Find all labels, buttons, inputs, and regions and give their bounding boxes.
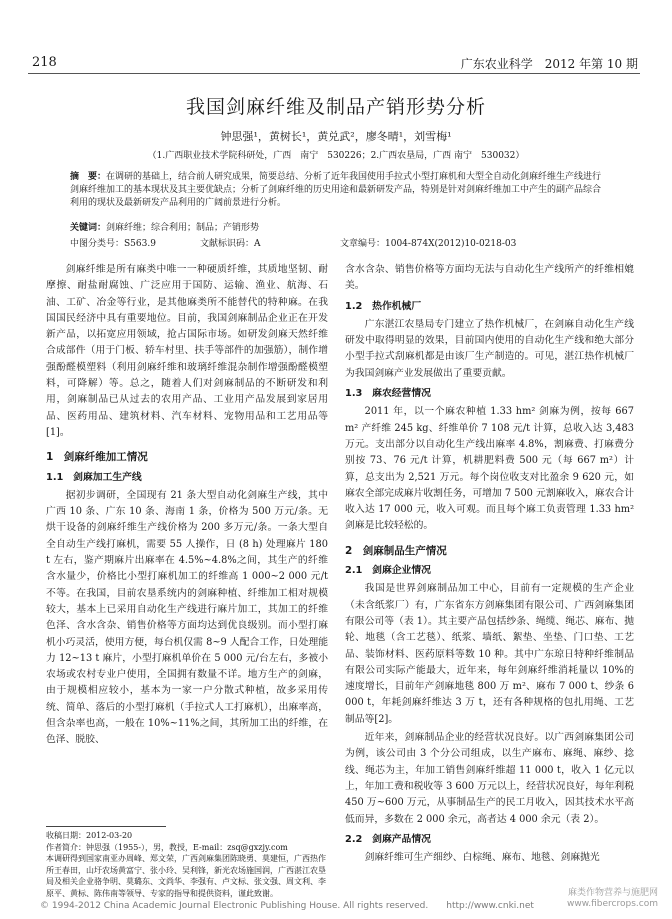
author-bio: 作者简介：钟思强（1955-），男，教授，E-mail：zsq@gxzjy.com bbox=[46, 842, 288, 852]
keywords-text: 剑麻纤维；综合利用；制品；产销形势 bbox=[106, 223, 260, 233]
paragraph-1-1: 据初步调研，全国现有 21 条大型自动化剑麻生产线，其中广西 10 条、广东 10 条、海南 1 条，价格为 500 万元/条。无烘干设备的剑麻纤维生产线价格为 200 多万元/条。一条大型自全自动生产线打麻机，需要 55 人操作，日 (8 h) 处理麻片 180 t 左右，鉴产期麻片出麻率在 4.5%~4.8%之间，其生产的纤维含水量少，价格比小型打麻机加工的纤维高 1 000~2 000 元/t 不等。在我国，目前农垦系统内的剑麻种植、纤维加工相对规模较大，基本上已采用自动化生产线进行麻片加工，其加工的纤维色泽、含水含杂、销售价格等方面均达到优良级别。而小型打麻机小巧灵活，使用方便，每台机仅需 8~9 人配合工作，日处理能力 12~13 t 麻片，小型打麻机单价在 5 000 元/台左右，多被小农场或农村专业户使用，全国拥有数量不详。地方生产的剑麻，由于规模相应较小，基本为一家一户分散式种植，故多采用传统、简单、落后的小型打麻机（手拉式人工打麻机），出麻率高，但含杂率也高，一般在 10%~11%之间，其所加工出的纤维，在色泽、脱胶、 bbox=[46, 489, 328, 746]
abstract-label: 摘 要： bbox=[70, 172, 107, 182]
abstract bbox=[70, 171, 602, 210]
section-heading-1: 1 剑麻纤维加工情况 bbox=[46, 451, 148, 464]
paragraph-2-1a: 我国是世界剑麻制品加工中心，目前有一定规模的生产企业（未含纸浆厂）有，广东省东方剑麻集团有限公司、广西剑麻集团有限公司等（表 1）。其主要产品包括纱条、绳缆、绳芯、麻布、抛轮、地毯（含工艺毯）、纸浆、墙纸、絮垫、坐垫、门口垫、工艺品、装饰材料、医药原料等数 10 种。其中广东琼日特种纤维制品有限公司实际产能最大，近年来，每年剑麻纤维消耗量以 10%的速度增长，目前年产剑麻地毯 800 万 m²、麻布 7 000 t、纱条 6 000 t，年耗剑麻纤维达 3 万 t，还有各种规格的包扎用绳、工艺制品等[2]。 bbox=[345, 583, 634, 725]
section-heading-2: 2 剑麻制品生产情况 bbox=[345, 544, 447, 557]
copyright-line: © 1994-2012 China Academic Journal Electronic Publishing House. All rights reserved. http://www.cnki.net bbox=[40, 901, 534, 911]
article-number: 文章编号：1004-874X(2012)10-0218-03 bbox=[340, 239, 517, 249]
abstract-text: 在调研的基础上，结合前人研究成果，简要总结、分析了近年我国使用手拉式小型打麻机和大型全自动化剑麻纤维生产线进行剑麻纤维加工的基本现状及其主要优缺点；分析了剑麻纤维的历史用途和最新研发产品，特别是针对剑麻纤维加工中产生的副产品综合利用的现状及最新研发产品利用的广阔前景进行分析。 bbox=[70, 172, 602, 208]
subsection-heading-1-2: 1.2 热作机械厂 bbox=[345, 300, 422, 312]
right-column bbox=[345, 262, 634, 868]
subsection-heading-2-1: 2.1 剑麻企业情况 bbox=[345, 565, 431, 577]
paragraph-2-2: 剑麻纤维可生产细纱、白棕绳、麻布、地毯、剑麻抛光 bbox=[364, 852, 600, 864]
continued-paragraph: 含水含杂、销售价格等方面均无法与自动化生产线所产的纤维相媲美。 bbox=[345, 264, 634, 292]
keywords bbox=[70, 220, 259, 233]
footnotes bbox=[46, 830, 328, 899]
watermark-line-2: www.fibercrops.com bbox=[567, 899, 658, 909]
watermark-line-1: 麻类作物营养与施肥网 bbox=[567, 888, 658, 898]
paragraph-1-3: 2011 年，以一个麻农种植 1.33 hm² 剑麻为例，按每 667 m² 产纤维 245 kg、纤维单价 7 108 元/t 计算，总收入达 3,483 万元。支出部分以自动化生产线出麻率 4.8%，割麻费、打麻费分别按 73、76 元/t 计算，机耕肥料费 500 元（每 667 m²）计算，总支出为 2,521 万元。每个岗位收支对比盈余 9 620 元，如麻农全部完成麻片收割任务，可增加 7 500 元割麻收入，麻农合计收入达 17 000 元，收入可观。而且每个麻工负责管理 1.33 hm² 剑麻是比较轻松的。 bbox=[345, 406, 634, 532]
site-watermark bbox=[567, 888, 658, 910]
keywords-label: 关键词： bbox=[70, 223, 107, 233]
page-number: 218 bbox=[32, 55, 57, 70]
left-column bbox=[46, 262, 328, 751]
header-rule bbox=[28, 73, 640, 74]
subsection-heading-2-2: 2.2 剑麻产品情况 bbox=[345, 833, 431, 845]
paragraph-1-2: 广东湛江农垦局专门建立了热作机械厂，在剑麻自动化生产线研发中取得明显的效果，目前国内使用的自动化生产线和绝大部分小型手拉式刮麻机都是由该厂生产制造的。可见，湛江热作机械厂为我国剑麻产业发展做出了重要贡献。 bbox=[345, 318, 634, 379]
journal-header: 广东农业科学 2012 年第 10 期 bbox=[460, 57, 638, 71]
footnote-rule bbox=[46, 826, 166, 827]
received-date: 收稿日期：2012-03-20 bbox=[46, 831, 133, 840]
intro-paragraph: 剑麻纤维是所有麻类中唯一一种硬质纤维，其质地坚韧、耐摩擦、耐盐耐腐蚀、广泛应用于国防、运输、渔业、航海、石油、工矿、冶金等行业，是其他麻类所不能替代的特种麻。在我国国民经济中具有重要地位。目前，我国剑麻制品企业正在开发新产品，以拓宽应用领域，抢占国际市场。如研发剑麻天然纤维合成部件（用于门板、轿车村里、扶手等部件的加强筋），制作增强酚醛模塑料（利用剑麻纤维和玻璃纤维混杂制作增强酚醛模塑料，可降解）等。总之，随着人们对剑麻制品的不断研发和利用，剑麻制品已从过去的农用产品、工业用产品发展到家居用品、医药用品、建筑材料、汽车材料、宠物用品和工艺用品等[1]。 bbox=[46, 264, 328, 438]
subsection-heading-1-1: 1.1 剑麻加工生产线 bbox=[46, 471, 142, 483]
clc-number: 中图分类号：S563.9 bbox=[70, 239, 156, 249]
affiliation: （1.广西职业技术学院科研处，广西 南宁 530226；2.广西农垦局，广西 南宁 530032） bbox=[147, 151, 525, 161]
paragraph-2-1b: 近年来，剑麻制品企业的经营状况良好。以广西剑麻集团公司为例，该公司由 3 个分公司组成，以生产麻布、麻绳、麻纱、捻线、绳芯为主，年加工销售剑麻纤维超 11 000 t，收入 1 亿元以上，年加工费和税收等 3 600 万元以上，经营状况良好，每年利税 450 万~600 万元，从事制品生产的民工月收入，因其技术水平高低而异，多数在 2 000 余元，高者达 4 000 余元（表 2）。 bbox=[345, 732, 634, 825]
author-list: 钟思强¹，黄树长¹，黄兑武²，廖冬晴¹，刘雪梅¹ bbox=[220, 130, 452, 143]
subsection-heading-1-3: 1.3 麻农经营情况 bbox=[345, 388, 431, 400]
article-title: 我国剑麻纤维及制品产销形势分析 bbox=[185, 96, 486, 118]
document-code: 文献标识码：A bbox=[200, 239, 261, 249]
acknowledgement: 本调研得到国家南亚办周峰、郑文荣，广西剑麻集团陈晓勇、莫建恒，广西热作所王春田，山圩农场黄富宁、张小玲、吴利锋，新光农场施国润，广西湛江农垦局及相关企业骆争明、莫璐东、文尚华、李强有、卢文标、张文强、周文利、李原平、黄标、陈伟南等领导、专家的指导和提供资料，谨此致谢。 bbox=[46, 854, 326, 898]
